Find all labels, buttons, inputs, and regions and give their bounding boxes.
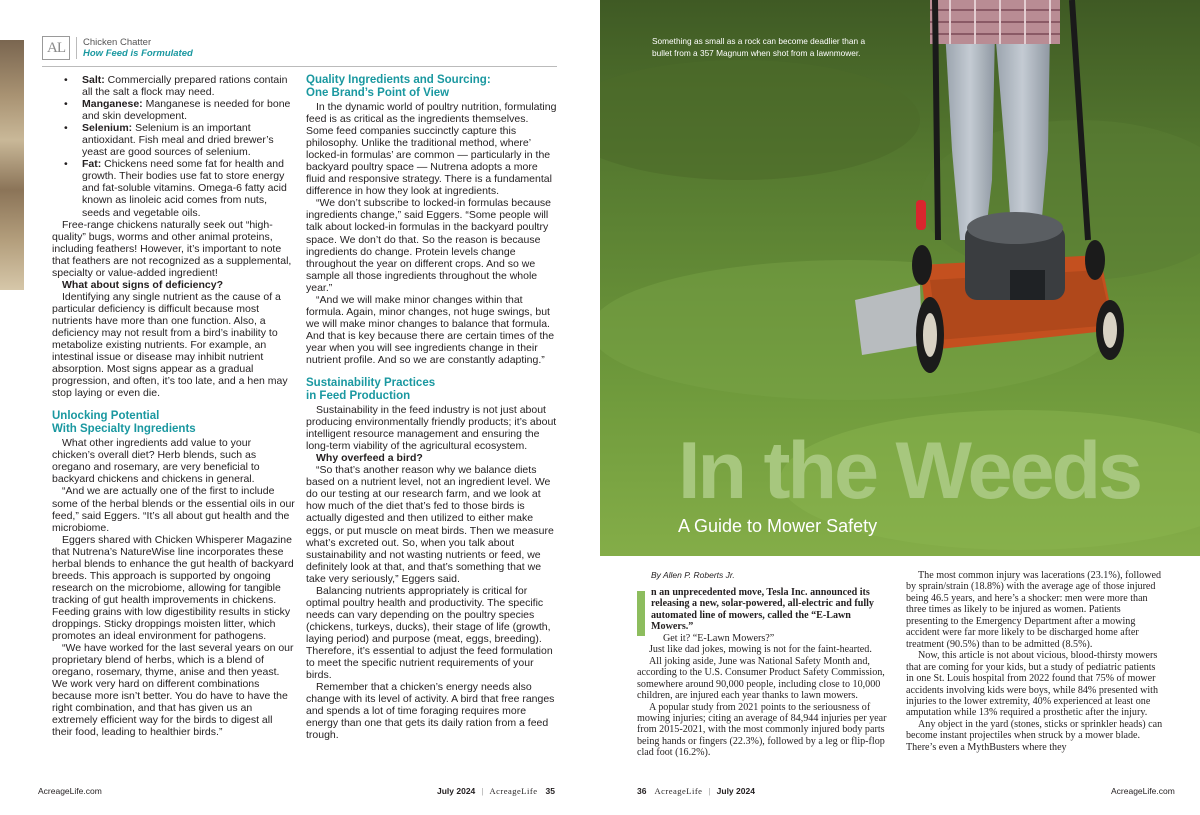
paragraph: “We have worked for the last several years on our proprietary blend of herbs, which is a blend of oregano, rosemary, thyme, anise and then yeast. We work very hard on different combinations because more isn’t better. You do have to have the right combination, and that has given us an extremely efficient way for the birds to digest all their food, leading to healthier birds.” — [52, 642, 294, 739]
paragraph: Get it? “E-Lawn Mowers?” — [663, 632, 775, 644]
folio-right: 36 AcreageLife | July 2024 — [637, 786, 755, 796]
paragraph: Just like dad jokes, mowing is not for the faint-hearted. — [649, 644, 872, 656]
section-heading: Unlocking Potential With Specialty Ingredients — [52, 410, 196, 435]
paragraph: Remember that a chicken’s energy needs also change with its level of activity. A bird that free ranges and spends a lot of time foraging requires more energy than one that gets its daily ration from a feed trough. — [306, 681, 555, 742]
feature-title: In the Weeds — [678, 426, 1141, 516]
list-item: • Manganese: Manganese is needed for bone and skin development. — [64, 98, 291, 123]
folio-website: AcreageLife.com — [1111, 786, 1175, 796]
folio-website: AcreageLife.com — [38, 786, 102, 796]
paragraph: All joking aside, June was National Safety Month and, according to the U.S. Consumer Product Safety Commission, somewhere around 90,000 people, including close to 10,000 children, are injured each year thanks to lawn mowers. — [637, 655, 885, 702]
acreagelife-logo: AL — [42, 36, 70, 60]
nutrient-list — [52, 74, 295, 219]
article-column-2 — [306, 74, 558, 741]
section-name: Chicken Chatter — [83, 37, 152, 48]
page-right — [600, 0, 1200, 815]
paragraph: Free-range chickens naturally seek out “high-quality” bugs, worms and other animal proteins, including feathers! However, it’s important to note that feathers are not recognized as a supplemental, specialty or value-added ingredient! — [52, 218, 292, 279]
article-column-1 — [52, 74, 295, 738]
paragraph: “We don’t subscribe to locked-in formulas because ingredients change,” said Eggers. “Some people will talk about locked-in formulas in the backyard poultry space. We don’t do that. So the reason is because ingredients do change. Protein levels change throughout the year on different crops. And so we sample all those ingredients throughout the whole year.” — [306, 197, 552, 294]
page-number: 35 — [545, 786, 555, 796]
feature-subtitle: A Guide to Mower Safety — [678, 516, 878, 536]
running-head — [76, 37, 193, 59]
paragraph: Eggers shared with Chicken Whisperer Magazine that Nutrena’s NatureWise line incorporates these herbal blends to enhance the gut health of backyard breeds. This approach is supported by ongoing research on the microbiome, allowing for tangible tracking of gut health improvements in chickens. Feeding grains with low digestibility results in sticky droppings. Sticky droppings moisten litter, which promotes an ideal environment for pathogens. — [52, 533, 294, 643]
list-item: • Fat: Chickens need some fat for health and growth. Their bodies use fat to store energy and fat-soluble vitamins. Omega-6 fatty acid known as linoleic acid comes from nuts, seeds and vegetable oils. — [64, 158, 287, 219]
paragraph: The most common injury was lacerations (23.1%), followed by sprain/strain (18.8%) with the average age of those injured being 46.5 years, and here’s a shocker: men were more than three times as likely to be injured as women. Patients presenting to the Emergency Department after a mowing accident were far more likely to be discharged home after treatment (90.5%) than to be admitted (8.5%). — [906, 570, 1162, 650]
list-item: • Selenium: Selenium is an important antioxidant. Fish meal and dried brewer’s yeast are good sources of selenium. — [64, 122, 274, 159]
article-column-2 — [906, 570, 1164, 753]
article-column-1 — [637, 587, 892, 759]
byline: By Allen P. Roberts Jr. — [651, 570, 735, 580]
paragraph: “And we are actually one of the first to include some of the herbal blends or the essential oils in our feed,” said Eggers. “It’s all about gut health and the microbiome. — [52, 485, 295, 534]
page-number: 36 — [637, 786, 647, 796]
dropcap-i: I — [637, 591, 645, 636]
paragraph: Now, this article is not about vicious, blood-thirsty mowers that are coming for your kids, but a study of pediatric patients in one St. Louis hospital from 2022 found that 75% of mower accidents involving kids were boys, while 84% presented with injuries to the lower extremity, 40% experienced at least one amputation while 13% required a prosthetic after the injury. — [906, 650, 1159, 719]
paragraph: Balancing nutrients appropriately is critical for optimal poultry health and productivity. The specific needs can vary depending on the poultry species (chickens, turkeys, ducks), their stage of life (growth, laying period) and purpose (meat, eggs, breeding). Therefore, it’s essential to adjust the feed formulation to meet the specific nutrient requirements of your birds. — [306, 584, 553, 682]
paragraph: “So that’s another reason why we balance diets based on a nutrient level, not an ingredient level. We do our testing at our research farm, and we look at how much of the diet that’s fed to those birds is actually digested and then utilized to either make eggs, or put muscle on meat birds. Then we measure what’s excreted out. So, when you talk about sustainability and not wasting nutrients or feed, we definitely look at that, and that’s something that we take very seriously,” Eggers said. — [306, 464, 554, 585]
subhead-question: Why overfeed a bird? — [316, 452, 423, 465]
paragraph: What other ingredients add value to your chicken’s overall diet? Herb blends, such as oregano and rosemary, are very beneficial to backyard chickens and chickens in general. — [52, 437, 260, 486]
paragraph: “And we will make minor changes within that formula. Again, minor changes, not huge swings, but we will make minor changes to balance that formula. And that is key because there are certain times of the year when you will see ingredients change in their nutrient profile. And so we are constantly adapting.” — [306, 293, 555, 366]
lede-paragraph: I n an unprecedented move, Tesla Inc. announced its releasing a new, solar-powered, all-electric and fully automated line of mowers, called the “E-Lawn Mowers.” — [637, 587, 892, 633]
paragraph: In the dynamic world of poultry nutrition, formulating feed is as critical as the ingredients themselves. Some feed companies succinctly capture this philosophy. Unlike the traditional method, where’ locked-in formulas’ are common — particularly in the backyard poultry space — Nutrena adopts a more fluid and responsive strategy. There is a fundamental difference in how they look at ingredients. — [306, 101, 557, 198]
header-rule — [42, 66, 557, 67]
folio-left: July 2024 | AcreageLife 35 — [437, 786, 555, 796]
bleed-photo-edge — [0, 40, 24, 290]
paragraph: Identifying any single nutrient as the cause of a particular deficiency is difficult because most nutrients have more than one function. Also, a deficiency may not result from a bird’s inability to metabolize existing nutrients. For example, an intestinal issue or disease may inhibit nutrient absorption. Most signs appear as a gradual progression, and often, it’s too late, and a hen may stop laying or even die. — [52, 290, 288, 400]
mower-photo — [600, 0, 1200, 556]
section-heading: Quality Ingredients and Sourcing: One Brand’s Point of View — [306, 74, 491, 99]
paragraph: A popular study from 2021 points to the seriousness of mowing injuries; citing an average of 84,944 injuries per year from 2015-2021, with the most commonly injured body parts being hands or fingers (22.3%), followed by a leg or flip-flop clad foot (16.2%). — [637, 701, 887, 759]
subhead-question: What about signs of deficiency? — [62, 278, 224, 291]
running-title: How Feed is Formulated — [83, 48, 193, 59]
list-item: • Salt: Commercially prepared rations contain all the salt a flock may need. — [64, 74, 288, 99]
section-heading: Sustainability Practices in Feed Production — [306, 377, 436, 402]
photo-caption: Something as small as a rock can become deadlier than a bullet from a 357 Magnum when shot from a lawnmower. — [652, 36, 866, 58]
paragraph: Any object in the yard (stones, sticks or sprinkler heads) can become instant projectiles when struck by a mower blade. There’s even a MythBusters where they — [906, 718, 1163, 753]
paragraph: Sustainability in the feed industry is not just about producing environmentally friendly products; it’s about intelligent resource management and ensuring the long-term viability of the agricultural ecosystem. — [306, 404, 557, 453]
